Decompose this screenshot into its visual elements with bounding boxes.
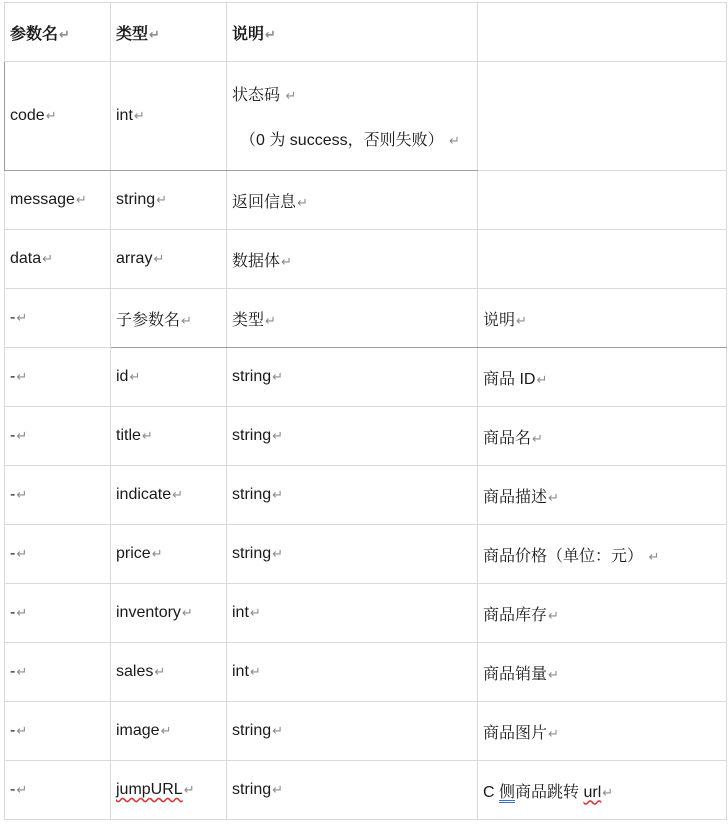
sub-param-cell: jumpURL↵ — [111, 761, 227, 820]
description-cell: 商品描述↵ — [478, 466, 727, 525]
type-cell: string↵ — [227, 702, 478, 761]
sub-header-cell: 子参数名↵ — [111, 289, 227, 348]
spellcheck-underlined-text: jumpURL — [116, 781, 183, 798]
sub-param-cell: image↵ — [111, 702, 227, 761]
type-cell: string↵ — [227, 407, 478, 466]
type-cell: int↵ — [227, 584, 478, 643]
grammar-underlined-text: 侧 — [499, 783, 516, 801]
spellcheck-underlined-text: url — [583, 783, 602, 801]
param-name-cell: message↵ — [5, 171, 111, 230]
table-row — [5, 62, 727, 171]
sub-param-cell: indicate↵ — [111, 466, 227, 525]
param-name-cell: -↵ — [5, 525, 111, 584]
param-name-cell: -↵ — [5, 761, 111, 820]
type-cell: string↵ — [227, 348, 478, 407]
header-cell: 参数名↵ — [5, 3, 111, 62]
empty-cell — [478, 62, 727, 171]
description-cell: C 侧商品跳转 url↵ — [478, 761, 727, 820]
header-cell — [478, 3, 727, 62]
table-header-row — [5, 3, 727, 62]
description-cell: 商品名↵ — [478, 407, 727, 466]
sub-param-cell: sales↵ — [111, 643, 227, 702]
param-name-cell: -↵ — [5, 584, 111, 643]
table-row — [5, 407, 727, 466]
description-cell: 商品库存↵ — [478, 584, 727, 643]
description-cell: 状态码 ↵ （0 为 success，否则失败） ↵ — [227, 62, 478, 171]
description-cell: 商品销量↵ — [478, 643, 727, 702]
empty-cell — [478, 230, 727, 289]
empty-cell — [478, 171, 727, 230]
param-name-cell: -↵ — [5, 348, 111, 407]
type-cell: int↵ — [227, 643, 478, 702]
sub-header-row — [5, 289, 727, 348]
param-name-cell: -↵ — [5, 407, 111, 466]
param-name-cell: -↵ — [5, 289, 111, 348]
type-cell: int↵ — [111, 62, 227, 171]
table-row — [5, 643, 727, 702]
sub-param-cell: price↵ — [111, 525, 227, 584]
sub-param-cell: id↵ — [111, 348, 227, 407]
sub-param-cell: title↵ — [111, 407, 227, 466]
table-row — [5, 525, 727, 584]
description-cell: 返回信息↵ — [227, 171, 478, 230]
table-row — [5, 761, 727, 820]
param-name-cell: -↵ — [5, 643, 111, 702]
table-row — [5, 584, 727, 643]
type-cell: array↵ — [111, 230, 227, 289]
header-cell: 说明↵ — [227, 3, 478, 62]
table-row — [5, 702, 727, 761]
sub-param-cell: inventory↵ — [111, 584, 227, 643]
sub-header-cell: 说明↵ — [478, 289, 727, 348]
param-table — [4, 2, 727, 820]
description-cell: 商品图片↵ — [478, 702, 727, 761]
param-name-cell: data↵ — [5, 230, 111, 289]
description-cell: 数据体↵ — [227, 230, 478, 289]
type-cell: string↵ — [227, 466, 478, 525]
table-row — [5, 466, 727, 525]
sub-header-cell: 类型↵ — [227, 289, 478, 348]
header-cell: 类型↵ — [111, 3, 227, 62]
param-name-cell: code↵ — [5, 62, 111, 171]
table-row — [5, 230, 727, 289]
description-cell: 商品 ID↵ — [478, 348, 727, 407]
type-cell: string↵ — [227, 761, 478, 820]
type-cell: string↵ — [227, 525, 478, 584]
param-name-cell: -↵ — [5, 702, 111, 761]
param-name-cell: -↵ — [5, 466, 111, 525]
table-row — [5, 171, 727, 230]
table-row — [5, 348, 727, 407]
type-cell: string↵ — [111, 171, 227, 230]
description-cell: 商品价格（单位：元） ↵ — [478, 525, 727, 584]
